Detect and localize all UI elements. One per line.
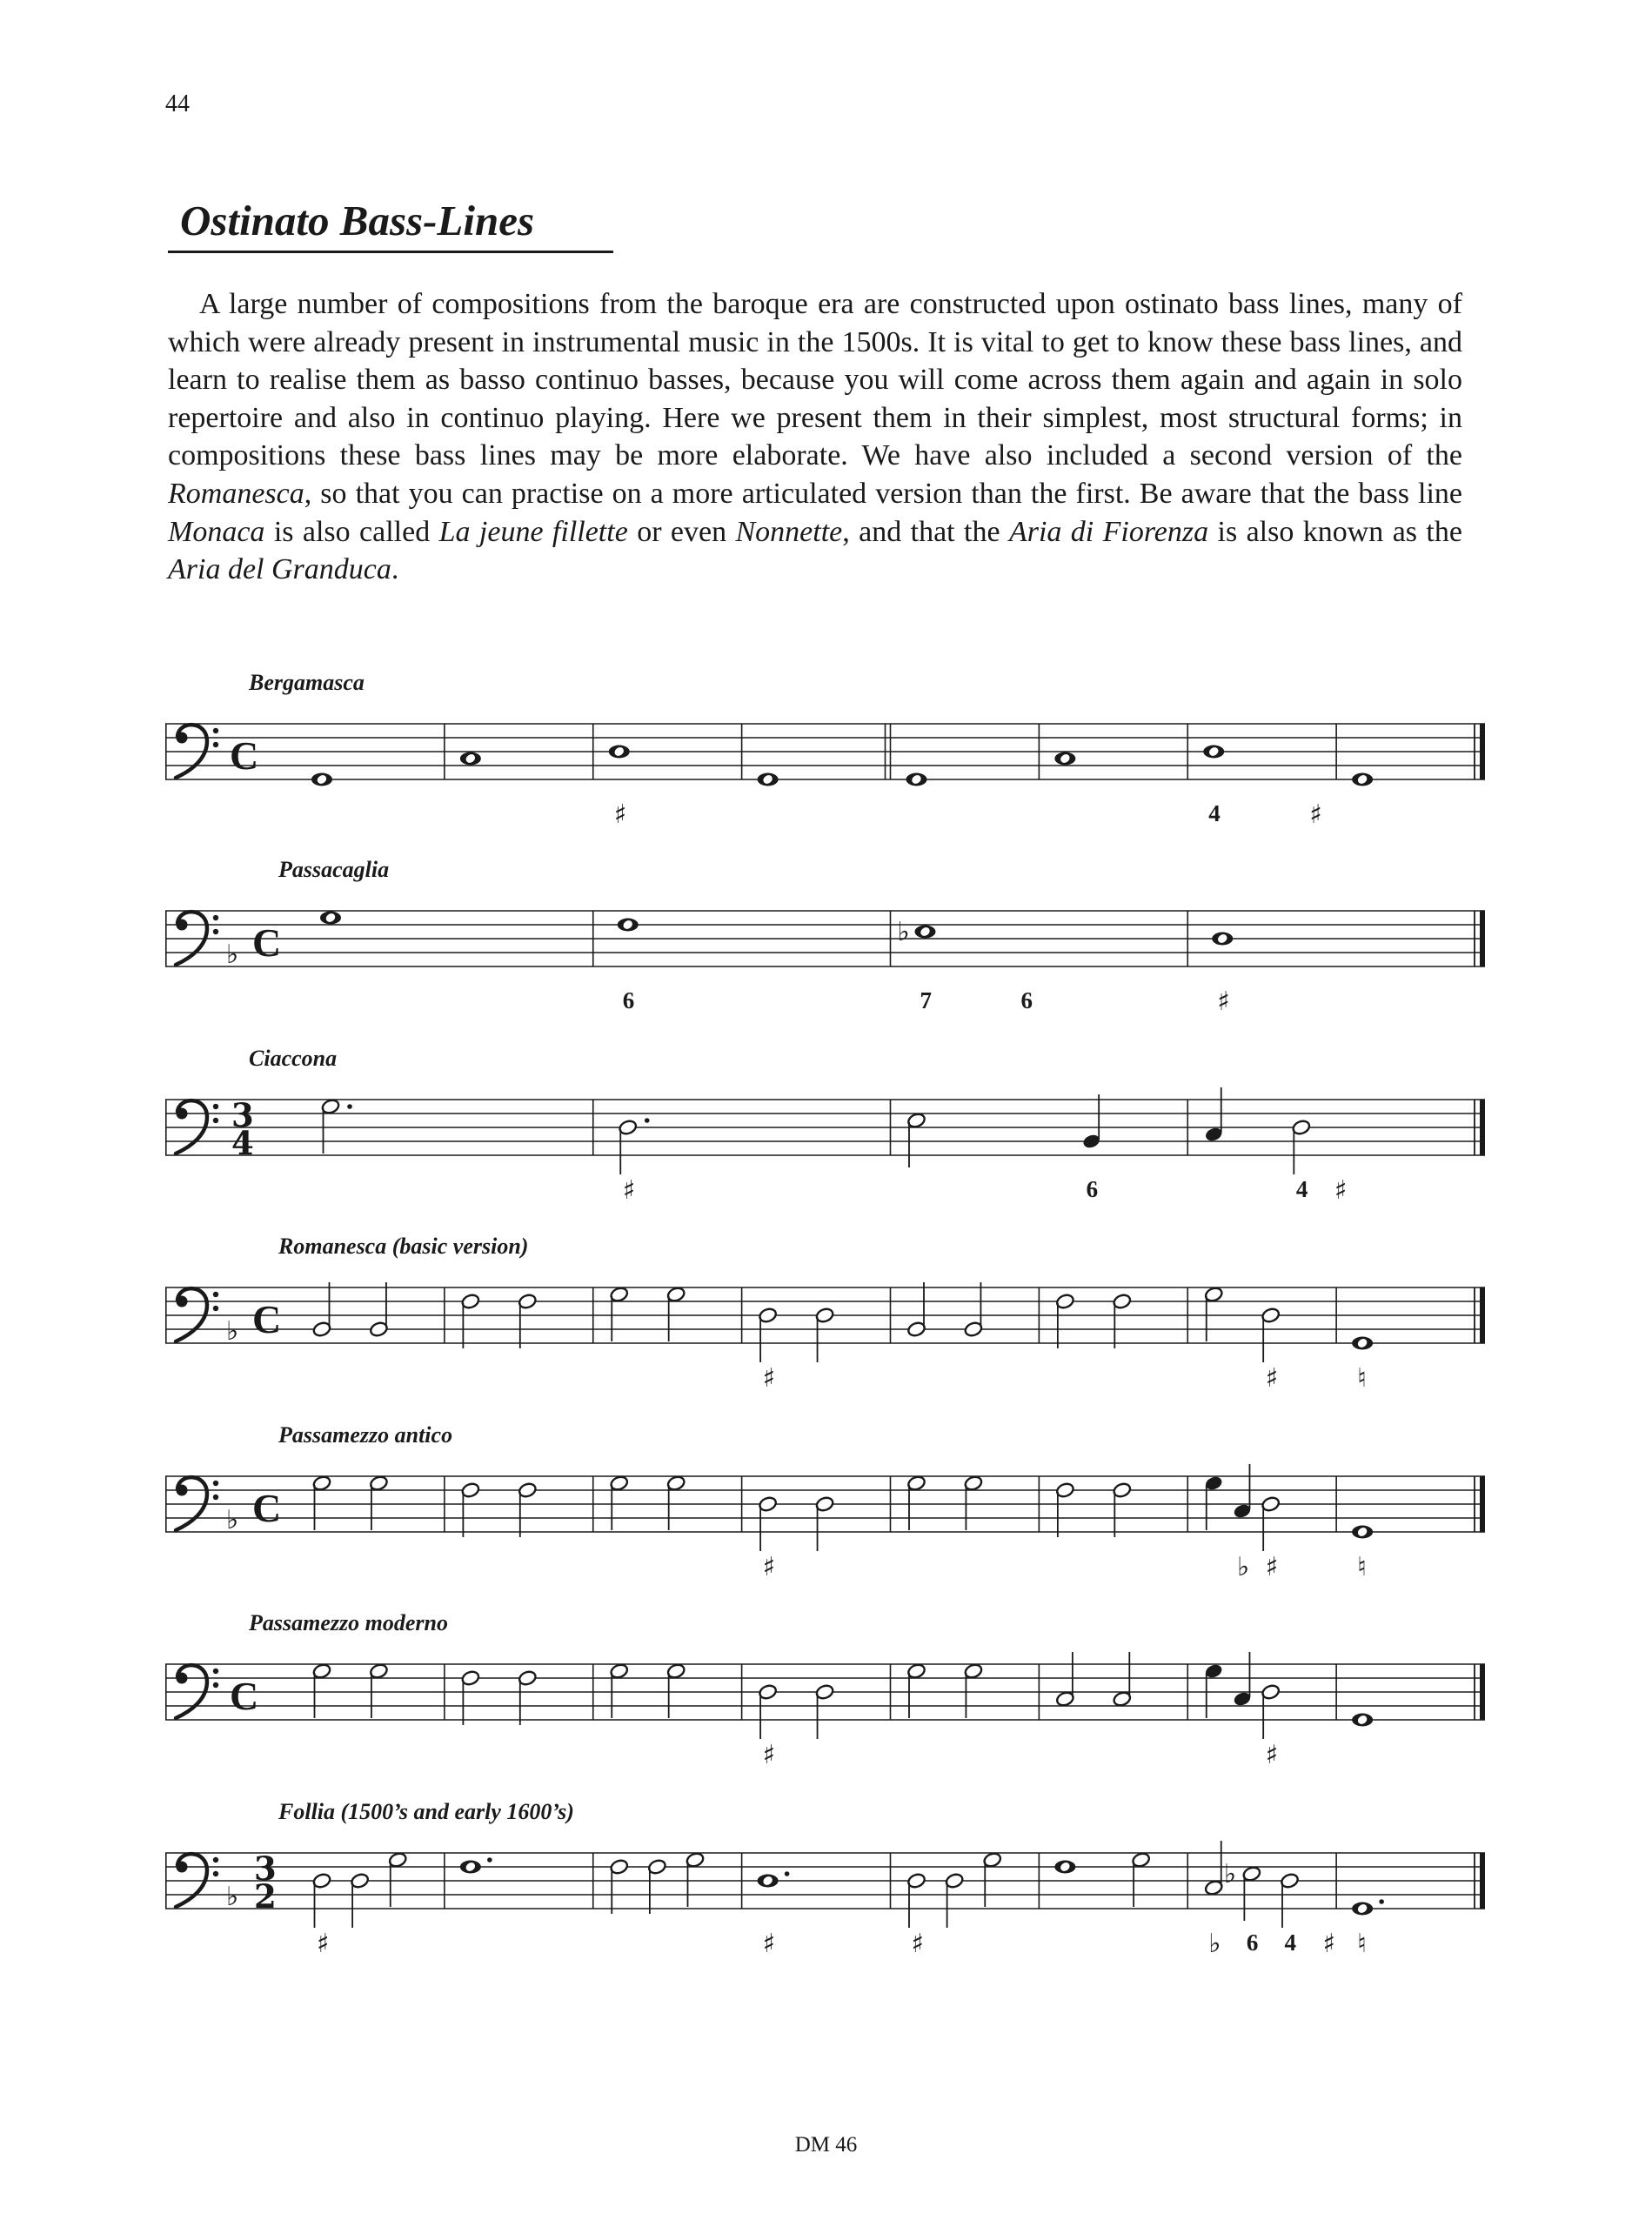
system-subtitle: (1500’s and early 1600’s) [340, 1799, 574, 1824]
intro-text-run: or even [627, 515, 736, 548]
note [666, 1475, 686, 1530]
note [518, 1669, 538, 1725]
music-system [165, 670, 1496, 844]
figured-bass-figure: ♯ [1265, 1363, 1279, 1394]
bass-clef-dot [213, 728, 218, 733]
note [1233, 1652, 1253, 1708]
music-system [165, 857, 1496, 1031]
figured-bass-figure: ♯ [1322, 1929, 1336, 1959]
final-barline-thick [1480, 1100, 1485, 1155]
staff-notation [165, 1234, 1496, 1408]
music-system [165, 1046, 1496, 1220]
bass-clef-dot [213, 1481, 218, 1486]
bass-clef-head [177, 1485, 188, 1496]
note [647, 1858, 667, 1914]
bass-clef-dot [213, 1306, 218, 1311]
note [1352, 1714, 1373, 1727]
music-system [165, 1610, 1496, 1784]
staff-notation [165, 1799, 1496, 1973]
time-signature-numerator: 3 [254, 1849, 277, 1888]
bass-clef-dot [213, 1118, 218, 1123]
page-number: 44 [165, 90, 190, 117]
key-flat-icon: ♭ [226, 1505, 239, 1535]
note [518, 1293, 538, 1348]
section-title: Ostinato Bass-Lines [180, 197, 535, 244]
note [1233, 1464, 1253, 1582]
note [1112, 1652, 1132, 1708]
note [906, 1475, 926, 1530]
final-barline-thick [1480, 911, 1485, 966]
note [1054, 752, 1075, 766]
bass-clef-dot [213, 1292, 218, 1297]
accidental-flat-icon: ♭ [897, 917, 910, 947]
figured-bass-figure: ♯ [762, 1740, 776, 1770]
note [1204, 1662, 1224, 1718]
note [609, 1286, 629, 1341]
note [906, 1872, 926, 1959]
note [982, 1851, 1002, 1907]
system-name: Passamezzo antico [278, 1422, 453, 1448]
bass-clef-head [177, 1673, 188, 1684]
note [321, 1098, 352, 1154]
note [1055, 1481, 1075, 1537]
note [1055, 1652, 1075, 1708]
note [311, 773, 332, 786]
note [1054, 1861, 1075, 1874]
intro-text-run: is also known as the [1208, 515, 1462, 548]
common-time-icon: C [230, 733, 259, 778]
figured-bass-figure: ♯ [762, 1929, 776, 1959]
note [1112, 1481, 1132, 1537]
note [1204, 1475, 1224, 1530]
figured-bass-figure: 6 [622, 987, 635, 1013]
system-name: Passacaglia [278, 857, 390, 882]
note [666, 1662, 686, 1718]
figured-bass-figure: ♯ [1265, 1552, 1279, 1582]
note [758, 773, 779, 786]
note [1261, 1683, 1281, 1770]
note [1131, 1851, 1151, 1907]
final-barline-thick [1480, 724, 1485, 779]
figured-bass-figure: ♮ [1357, 1929, 1367, 1959]
intro-text-run: is also called [264, 515, 439, 548]
note [758, 1871, 790, 1959]
intro-italic-term: Nonnette [735, 515, 843, 548]
note [1352, 1526, 1373, 1583]
note [1280, 1872, 1335, 1959]
note [758, 1307, 778, 1394]
note [906, 1282, 926, 1338]
staff-notation [165, 857, 1496, 1031]
note [350, 1872, 370, 1928]
music-system [165, 1422, 1496, 1596]
figured-bass-figure: ♮ [1357, 1363, 1367, 1394]
note [518, 1481, 538, 1537]
intro-italic-term: La jeune fillette [438, 515, 628, 548]
note [312, 1475, 332, 1530]
intro-italic-term: Aria di Fiorenza [1008, 515, 1209, 548]
figured-bass-figure: ♯ [1334, 1175, 1348, 1206]
note [1261, 1307, 1281, 1394]
common-time-icon: C [252, 1297, 282, 1341]
note [906, 1662, 926, 1718]
note [609, 1475, 629, 1530]
intro-italic-term: Romanesca [168, 477, 304, 510]
figured-bass-figure: ♯ [1265, 1740, 1279, 1770]
intro-italic-term: Aria del Granduca [168, 553, 391, 586]
note [815, 1307, 835, 1362]
note [609, 1662, 629, 1718]
note [815, 1683, 835, 1739]
figured-bass-figure: ♯ [762, 1552, 776, 1582]
intro-text-run: . [391, 553, 399, 586]
bass-clef-head [177, 1108, 188, 1120]
note [1352, 1337, 1373, 1394]
intro-text-run: A large number of compositions from the baroque era are constructed upon ostinato bass lines, many of which were already present in instrumental music in the 1500s. It is vital to get to know these bass lines, and learn to realise them as basso continuo basses, because you will come across them again and again in solo repertoire and also in continuo playing. Here we present them in their simplest, most structural forms; in compositions these bass lines may be more elaborate. We have also included a second version of the [168, 288, 1462, 472]
note [815, 1495, 835, 1551]
system-name: Bergamasca [249, 670, 365, 695]
bass-clef-dot [213, 1871, 218, 1876]
note [1204, 1286, 1224, 1341]
note [898, 917, 1033, 1013]
note [618, 1118, 649, 1206]
note [1204, 1841, 1224, 1959]
system-name: Ciaccona [249, 1046, 338, 1071]
bass-clef-dot [213, 1857, 218, 1863]
note [461, 1481, 481, 1537]
note [388, 1851, 408, 1907]
note [906, 773, 927, 786]
figured-bass-figure: 7 [920, 987, 932, 1013]
augmentation-dot [487, 1857, 492, 1863]
time-signature-numerator: 3 [231, 1096, 254, 1134]
staff-notation [165, 1046, 1496, 1220]
final-barline-thick [1480, 1287, 1485, 1343]
figured-bass-figure: ♯ [622, 1175, 636, 1206]
bass-clef-head [177, 1296, 188, 1307]
key-flat-icon: ♭ [226, 940, 239, 970]
note [1081, 1094, 1101, 1202]
figured-bass-figure: 6 [1246, 1929, 1259, 1956]
note [460, 1857, 492, 1873]
bass-clef-head [177, 732, 188, 744]
music-system [165, 1799, 1496, 1973]
system-name: Passamezzo moderno [249, 1610, 448, 1635]
staff-notation [165, 1610, 1496, 1784]
music-system [165, 1234, 1496, 1408]
figured-bass-figure: ♯ [911, 1929, 925, 1959]
note [1204, 1087, 1224, 1143]
key-flat-icon: ♭ [226, 1882, 239, 1912]
note [945, 1872, 965, 1928]
figured-bass-figure: 4 [1284, 1929, 1296, 1956]
figured-bass-figure: 4 [1295, 1176, 1308, 1202]
system-name: Romanesca [278, 1234, 387, 1259]
footer-code: DM 46 [794, 2133, 858, 2157]
note [609, 746, 630, 831]
intro-text-run: , so that you can practise on a more articulated version than the first. Be aware that the bass line [304, 477, 1462, 510]
figured-bass-figure: ♭ [1236, 1552, 1250, 1582]
final-barline-thick [1480, 1853, 1485, 1909]
bass-clef-dot [213, 742, 218, 747]
augmentation-dot [785, 1871, 790, 1876]
note [686, 1851, 706, 1907]
note [1112, 1293, 1132, 1348]
note [758, 1683, 778, 1770]
note [312, 1282, 332, 1338]
bass-clef-head [177, 1862, 188, 1873]
note [1352, 773, 1373, 786]
figured-bass-figure: ♭ [1208, 1929, 1221, 1959]
figured-bass-figure: ♯ [613, 799, 627, 830]
figured-bass-figure: 4 [1208, 800, 1221, 826]
common-time-icon: C [230, 1674, 259, 1718]
note [666, 1286, 686, 1341]
note [964, 1282, 984, 1338]
bass-clef-dot [213, 1682, 218, 1688]
note [320, 912, 341, 925]
bass-clef-dot [213, 915, 218, 920]
system-name: Follia [278, 1799, 336, 1824]
figured-bass-figure: 6 [1086, 1176, 1099, 1202]
note [964, 1662, 984, 1718]
note [609, 1858, 629, 1914]
key-flat-icon: ♭ [226, 1316, 239, 1347]
figured-bass-figure: ♯ [317, 1929, 330, 1959]
note [1291, 1119, 1347, 1206]
figured-bass-figure: ♯ [762, 1363, 776, 1394]
figured-bass-figure: ♯ [1309, 799, 1322, 830]
common-time-icon: C [252, 920, 282, 965]
intro-text-run: , and that the [842, 515, 1009, 548]
note [461, 1293, 481, 1348]
note [369, 1662, 389, 1718]
staff-notation [165, 1422, 1496, 1596]
note [758, 1495, 778, 1582]
final-barline-thick [1480, 1476, 1485, 1532]
augmentation-dot [1379, 1899, 1384, 1904]
bass-clef-dot [213, 1104, 218, 1109]
figured-bass-figure: ♮ [1357, 1552, 1367, 1582]
note [312, 1872, 332, 1959]
common-time-icon: C [252, 1486, 282, 1530]
note [369, 1282, 389, 1338]
system-subtitle: (basic version) [391, 1234, 529, 1259]
section-title-underline [168, 198, 613, 253]
note [1224, 1859, 1261, 1956]
time-signature-denominator: 2 [254, 1877, 277, 1916]
time-signature-denominator: 4 [231, 1124, 254, 1162]
note [369, 1475, 389, 1530]
bass-clef-dot [213, 1669, 218, 1674]
augmentation-dot [645, 1118, 650, 1123]
figured-bass-figure: ♯ [1217, 986, 1230, 1017]
intro-italic-term: Monaca [168, 515, 265, 548]
note [964, 1475, 984, 1530]
note [312, 1662, 332, 1718]
note [1203, 746, 1322, 831]
note [1055, 1293, 1075, 1348]
note [1212, 933, 1233, 1018]
note [461, 1669, 481, 1725]
accidental-flat-icon: ♭ [1223, 1859, 1237, 1889]
note [1261, 1495, 1281, 1582]
final-barline-thick [1480, 1664, 1485, 1720]
bass-clef-dot [213, 1495, 218, 1500]
bass-clef-dot [213, 929, 218, 934]
note [460, 752, 481, 766]
augmentation-dot [347, 1104, 352, 1109]
note [906, 1112, 926, 1167]
intro-paragraph [168, 285, 1462, 589]
staff-notation [165, 670, 1496, 844]
figured-bass-figure: 6 [1020, 987, 1033, 1013]
bass-clef-head [177, 920, 188, 931]
